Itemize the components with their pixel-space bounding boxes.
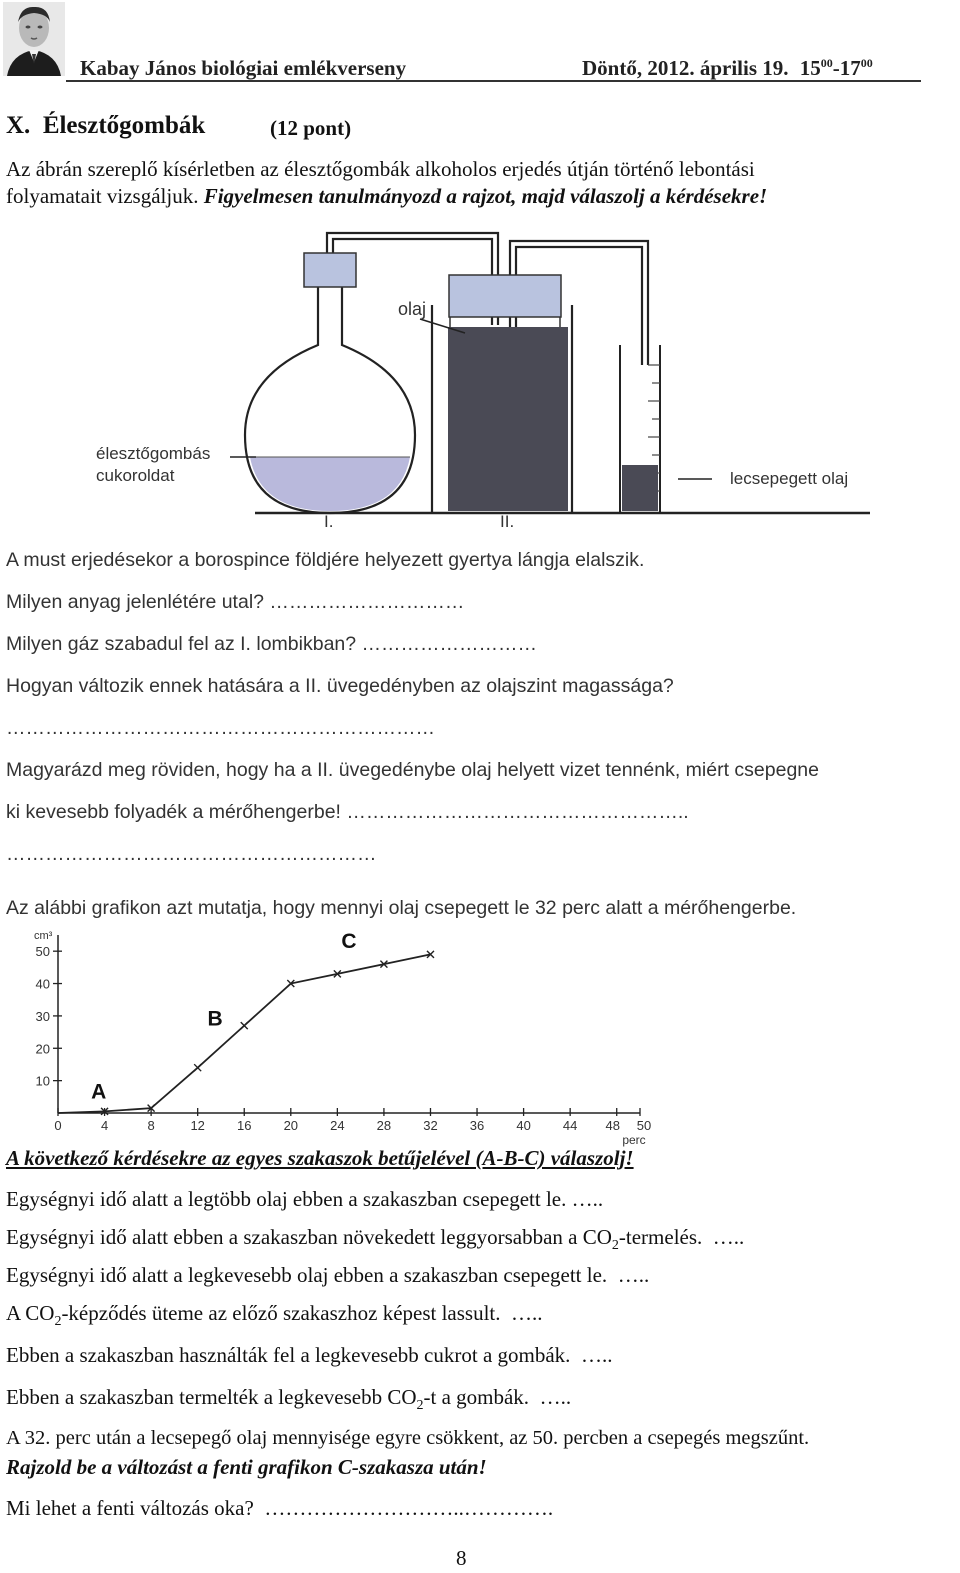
- answer-item-1: Egységnyi idő alatt a legtöbb olaj ebben a szakaszban csepegett le. …..: [6, 1187, 604, 1211]
- answer-blank-item-5[interactable]: …..: [580, 1343, 613, 1367]
- answer-blank-item-6[interactable]: …..: [539, 1385, 572, 1409]
- y-tick-label: 30: [35, 1008, 50, 1024]
- x-tick-label: 0: [54, 1118, 62, 1133]
- graph-intro: Az alábbi grafikon azt mutatja, hogy mennyi olaj csepegett le 32 perc alatt a mérőhengerbe.: [6, 897, 797, 919]
- answer-blank-item-4[interactable]: …..: [511, 1301, 543, 1325]
- data-point: [194, 1064, 201, 1071]
- y-tick-label: 50: [35, 944, 50, 960]
- answer-item-2: Egységnyi idő alatt ebben a szakaszban növekedett leggyorsabban a $CO_2$-termelés. …..: [6, 1225, 745, 1254]
- header-rule: [66, 80, 921, 82]
- answer-blank-3[interactable]: …………………………………………………………: [6, 717, 435, 739]
- answer-blank-item-3[interactable]: …..: [617, 1263, 650, 1287]
- question-4-line-1: Magyarázd meg röviden, hogy ha a II. üvegedénybe olaj helyett vizet tennénk, miért csepegne: [6, 759, 819, 781]
- x-tick-label: 50: [636, 1118, 652, 1133]
- label-oil: olaj: [398, 299, 427, 319]
- answer-instruction: A következő kérdésekre az egyes szakaszok betűjelével (A-B-C) válaszolj!: [6, 1146, 634, 1170]
- intro-line-1: Az ábrán szereplő kísérletben az élesztőgombák alkoholos erjedés útján történő lebontási: [6, 157, 755, 181]
- author-portrait: [3, 2, 65, 76]
- x-tick-label: 40: [516, 1118, 531, 1133]
- answer-item-6: Ebben a szakaszban termelték a legkevesebb $CO_2-t$ a gombák. …..: [6, 1385, 572, 1414]
- x-tick-label: 28: [376, 1118, 392, 1133]
- data-point: [241, 1022, 248, 1029]
- answer-blank-4a[interactable]: ……………………………………………..: [346, 801, 689, 823]
- y-axis-label: cm³: [34, 930, 53, 942]
- competition-title: Kabay János biológiai emlékverseny: [80, 56, 407, 80]
- answer-blank-4b[interactable]: …………………………………………………: [6, 843, 377, 865]
- x-tick-label: 16: [237, 1118, 252, 1133]
- label-flask-I: I.: [324, 512, 334, 531]
- label-dripped-oil: lecsepegett olaj: [730, 469, 849, 488]
- answer-item-5: Ebben a szakaszban használták fel a legkevesebb cukrot a gombák. …..: [6, 1343, 613, 1367]
- label-jar-II: II.: [500, 512, 515, 531]
- intro-line-2: folyamatait vizsgáljuk. Figyelmesen tanulmányozd a rajzot, majd válaszolj a kérdésekre!: [6, 184, 768, 208]
- x-tick-label: 12: [190, 1118, 205, 1133]
- competition-date: Döntő, 2012. április 19.: [582, 56, 789, 80]
- question-3: Hogyan változik ennek hatására a II. üvegedényben az olajszint magassága?: [6, 675, 674, 697]
- final-instruction: Rajzold be a változást a fenti grafikon C-szakasza után!: [6, 1455, 487, 1479]
- competition-date-time: [582, 56, 873, 81]
- question-2: Milyen gáz szabadul fel az I. lombikban? ………………………: [6, 633, 538, 655]
- must-statement: A must erjedésekor a borospince földjére helyezett gyertya lángja elalszik.: [6, 549, 645, 571]
- section-points: (12 pont): [270, 116, 352, 140]
- x-tick-label: 24: [330, 1118, 345, 1133]
- segment-label-A: A: [91, 1080, 107, 1104]
- answer-blank-1[interactable]: …………………………: [269, 591, 465, 613]
- x-tick-label: 4: [100, 1118, 109, 1133]
- answer-blank-reason[interactable]: ………………………..………….: [264, 1496, 554, 1520]
- x-tick-label: 44: [562, 1118, 578, 1133]
- x-tick-label: 48: [605, 1118, 620, 1133]
- answer-blank-item-2[interactable]: …..: [712, 1225, 745, 1249]
- competition-time: $15^{00}-17^{00}$: [799, 56, 873, 80]
- question-4-line-2: ki kevesebb folyadék a mérőhengerbe! ……………………………………………..: [6, 801, 689, 823]
- label-yeast-line-1: élesztőgombás: [96, 444, 211, 463]
- page-number: 8: [456, 1546, 467, 1570]
- question-1: Milyen anyag jelenlétére utal? …………………………: [6, 591, 465, 613]
- reason-question: Mi lehet a fenti változás oka? ………………………..………….: [6, 1496, 554, 1520]
- y-tick-label: 20: [35, 1041, 50, 1057]
- oil-drip-chart: [0, 925, 680, 1150]
- x-tick-label: 36: [469, 1118, 485, 1133]
- x-axis-label: perc: [622, 1133, 646, 1147]
- answer-blank-2[interactable]: ………………………: [361, 633, 538, 655]
- answer-item-3: Egységnyi idő alatt a legkevesebb olaj ebben a szakaszban csepegett le. …..: [6, 1263, 650, 1287]
- section-title: X. Élesztőgombák: [6, 112, 206, 139]
- label-yeast-line-2: cukoroldat: [96, 466, 175, 485]
- x-tick-label: 8: [147, 1118, 155, 1133]
- intro-emphasis: Figyelmesen tanulmányozd a rajzot, majd válaszolj a kérdésekre!: [203, 184, 768, 208]
- final-statement: A 32. perc után a lecsepegő olaj mennyisége egyre csökkent, az 50. percben a csepegés megszűnt.: [6, 1427, 810, 1449]
- series-line: [58, 954, 430, 1113]
- y-tick-label: 40: [35, 976, 50, 992]
- answer-item-4: A $CO_2$-képződés üteme az előző szakaszhoz képest lassult. …..: [6, 1301, 543, 1330]
- segment-label-B: B: [207, 1007, 223, 1031]
- x-tick-label: 32: [423, 1118, 438, 1133]
- segment-label-C: C: [341, 929, 357, 953]
- x-tick-label: 20: [283, 1118, 299, 1133]
- y-tick-label: 10: [35, 1073, 50, 1089]
- answer-blank-item-1[interactable]: …..: [571, 1187, 604, 1211]
